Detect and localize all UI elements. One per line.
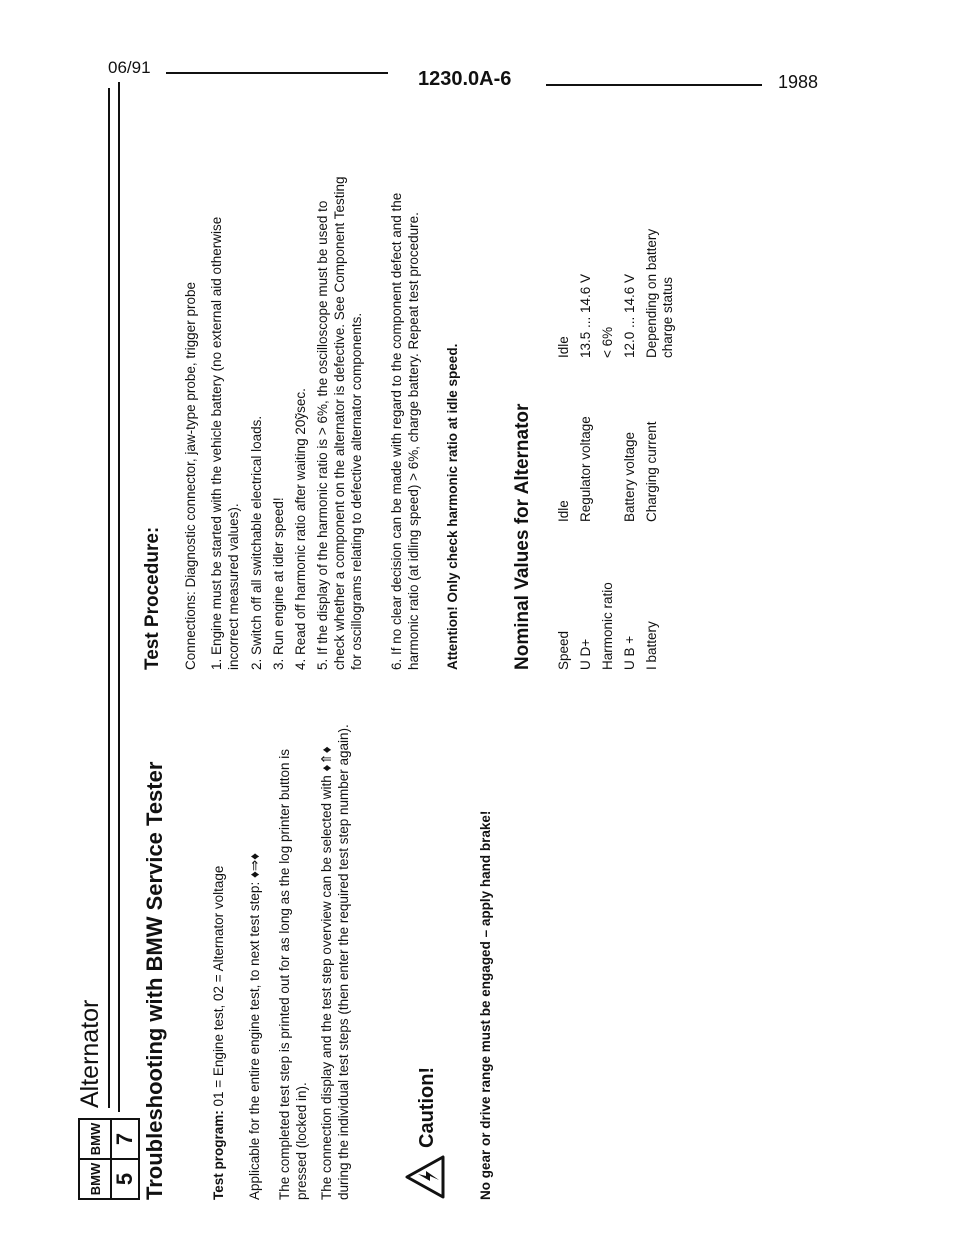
step-2: 2. Switch off all switchable electrical loads. — [249, 415, 264, 670]
table-row — [556, 218, 578, 670]
table-row — [644, 218, 682, 670]
issue-date: 06/91 — [108, 58, 151, 77]
step-3: 3. Run engine at idler speed! — [271, 497, 286, 670]
step-4: 4. Read off harmonic ratio after waiting 20ỹsec. — [293, 388, 308, 670]
test-program-paragraph — [210, 722, 227, 1200]
rotated-page — [70, 80, 830, 1200]
step-6: 6. If no clear decision can be made with regard to the component defect and the harmonic ratio (at idling speed) > 6%, charge battery. Repeat test procedure. — [389, 192, 421, 670]
nominal-values-table — [556, 218, 682, 670]
document-number: 1230.0A-6 — [418, 68, 512, 90]
no-gear-warning: No gear or drive range must be engaged – apply hand brake! — [478, 810, 493, 1200]
table-row — [600, 218, 622, 670]
table-cell: < 6% — [600, 326, 615, 358]
table-cell: U B + — [622, 635, 637, 670]
table-cell: 13.5 ... 14.6 V — [578, 273, 593, 358]
table-cell: I battery — [644, 621, 659, 670]
step-1: 1. Engine must be started with the vehicle battery (no external aid otherwise incorrect measured values). — [209, 216, 241, 670]
badge-brand-left: BMW — [78, 1158, 112, 1200]
main-heading: Troubleshooting with BMW Service Tester — [142, 761, 167, 1200]
connection-paragraph: The connection display and the test step overview can be selected with ♦⇑♦ during the individual test steps (then enter the required test step number again). — [319, 724, 351, 1200]
caution-label: Caution! — [416, 1066, 438, 1148]
table-cell: Harmonic ratio — [600, 582, 615, 670]
table-cell: Speed — [556, 630, 571, 670]
table-cell — [600, 358, 622, 522]
attention-note: Attention! Only check harmonic ratio at idle speed. — [445, 343, 460, 670]
test-procedure-heading: Test Procedure: — [142, 526, 163, 670]
table-row — [622, 218, 644, 670]
badge-number-right: 7 — [110, 1118, 140, 1160]
test-program-label: Test program: — [211, 1110, 226, 1200]
table-cell: U D+ — [578, 638, 593, 670]
printed-paragraph: The completed test step is printed out for as long as the log printer button is pressed (locked in). — [277, 748, 309, 1200]
table-row — [578, 218, 600, 670]
warning-icon — [404, 1154, 451, 1200]
nominal-values-heading: Nominal Values for Alternator — [512, 403, 533, 670]
top-rule-left — [166, 72, 388, 74]
applicable-paragraph: Applicable for the entire engine test, to next test step: ♦⇒♦ — [247, 852, 262, 1200]
table-cell: Depending on battery charge status — [644, 228, 675, 358]
table-cell: Battery voltage — [622, 431, 637, 522]
table-cell: Idle — [556, 500, 571, 522]
table-cell: Charging current — [644, 421, 659, 522]
table-cell: Idle — [556, 336, 571, 358]
badge-number-left: 5 — [110, 1158, 140, 1200]
test-program-text: 01 = Engine test, 02 = Alternator voltage — [211, 865, 226, 1111]
header-rule — [108, 88, 110, 1108]
model-year: 1988 — [778, 72, 819, 92]
connections-paragraph: Connections: Diagnostic connector, jaw-type probe, trigger probe — [183, 282, 198, 670]
step-5: 5. If the display of the harmonic ratio is > 6%, the oscilloscope must be used to check whether a component on the alternator is defective. See Component Testing for oscillograms relating to defective alternator components. — [315, 176, 364, 670]
section-title: Alternator — [76, 999, 104, 1108]
badge-brand-right: BMW — [78, 1118, 112, 1160]
bmw-group-badge — [78, 1120, 138, 1200]
table-cell: 12.0 ... 14.6 V — [622, 273, 637, 358]
table-cell: Regulator voltage — [578, 416, 593, 522]
